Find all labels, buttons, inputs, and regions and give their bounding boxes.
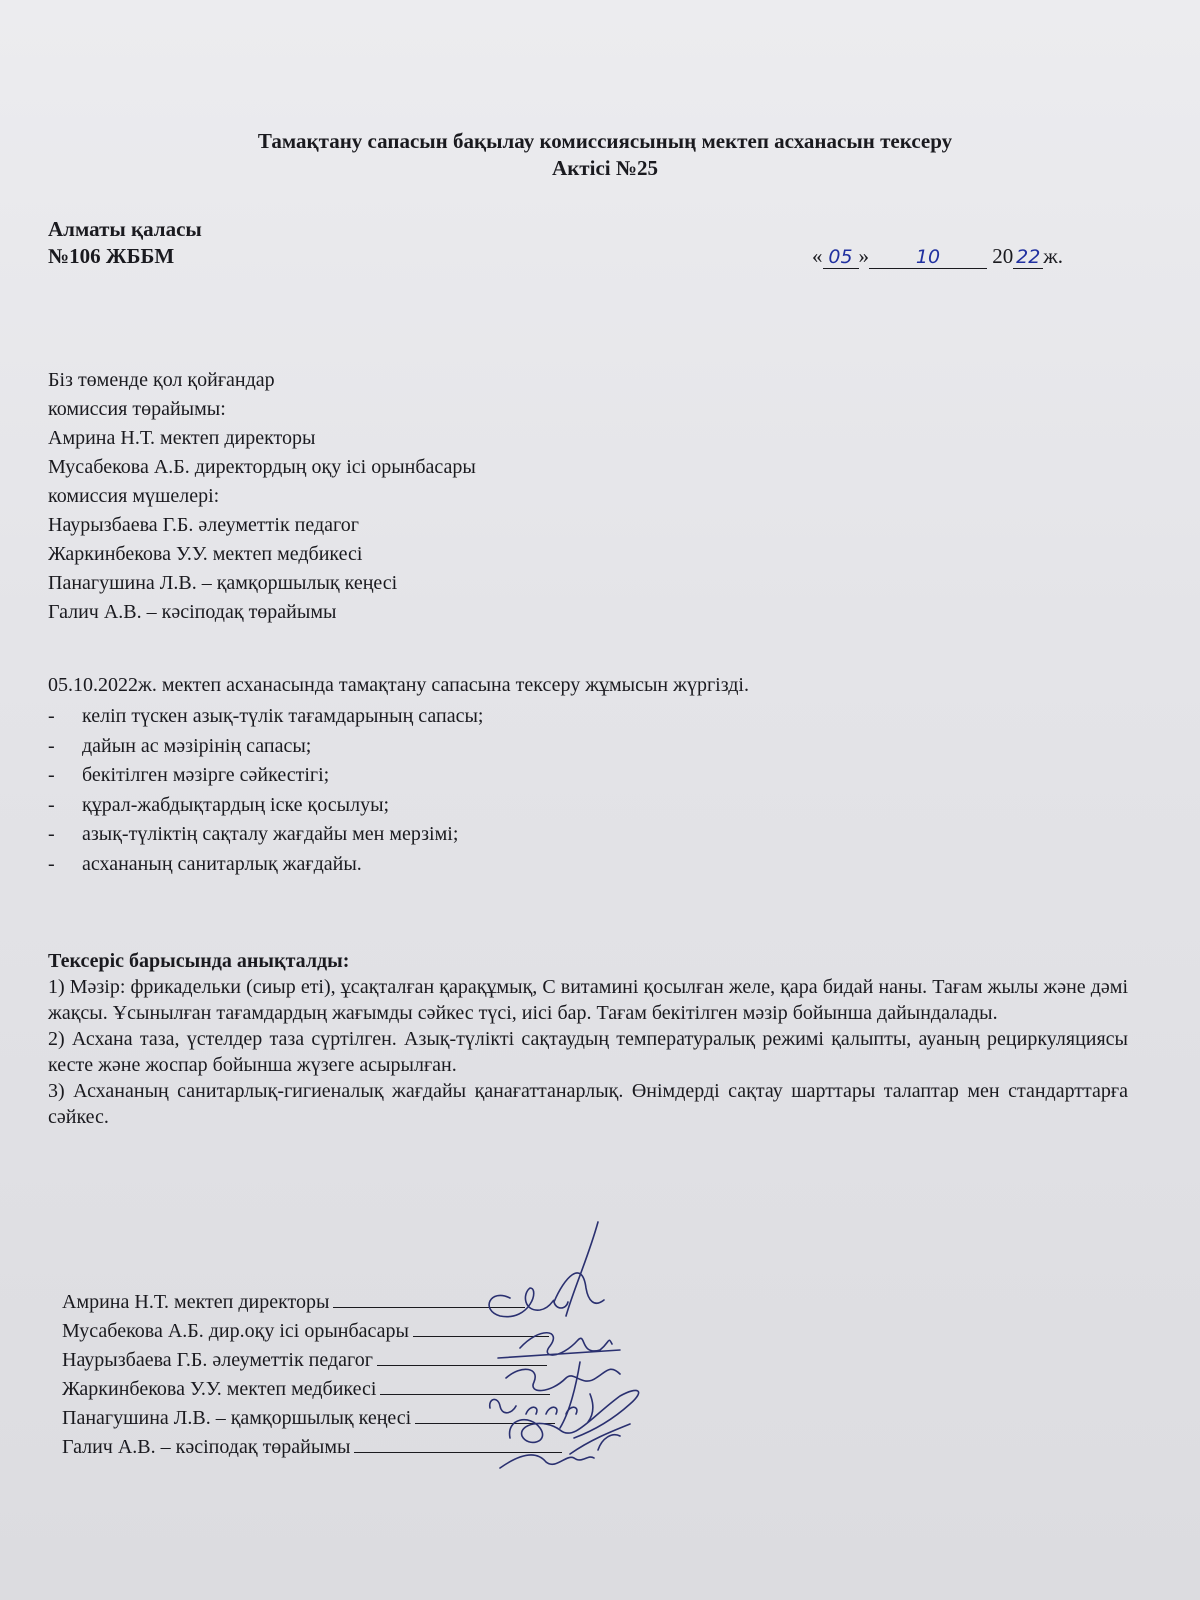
city: Алматы қаласы	[48, 217, 202, 241]
list-item	[48, 850, 483, 880]
list-dash: -	[48, 793, 55, 816]
signatory-name: Жаркинбекова У.У. мектеп медбикесі	[62, 1378, 377, 1400]
list-item-text: бекітілген мәзірге сәйкестігі;	[82, 764, 330, 786]
findings-heading: Тексеріс барысында анықталды:	[48, 950, 350, 972]
list-item	[48, 761, 483, 791]
list-item-text: құрал-жабдықтардың іске қосылуы;	[82, 793, 390, 816]
date-year-suffix: 22	[1013, 246, 1043, 269]
list-item-text: асхананың санитарлық жағдайы.	[82, 852, 362, 875]
list-item	[48, 820, 483, 850]
commission-line: Біз төменде қол қойғандар	[48, 369, 275, 391]
commission-line: Амрина Н.Т. мектеп директоры	[48, 427, 316, 449]
list-dash: -	[48, 705, 55, 727]
list-item-text: келіп түскен азық-түлік тағамдарының сапасы;	[82, 705, 484, 727]
signatory-name: Панагушина Л.В. – қамқоршылық кеңесі	[62, 1407, 412, 1429]
list-item-text: дайын ас мәзірінің сапасы;	[82, 734, 312, 757]
commission-line: Галич А.В. – кәсіподақ төрайымы	[48, 601, 337, 623]
date-close-quote: »	[858, 244, 869, 268]
location-block	[48, 216, 202, 270]
signatory-name: Галич А.В. – кәсіподақ төрайымы	[62, 1436, 351, 1458]
commission-line: комиссия мүшелері:	[48, 485, 220, 507]
list-dash: -	[48, 823, 55, 845]
date-day: 05	[823, 246, 859, 269]
document-title	[0, 128, 1200, 182]
list-item	[48, 702, 483, 732]
title-line-2: Актісі №25	[552, 156, 658, 180]
date-open-quote: «	[812, 244, 823, 268]
title-line-1: Тамақтану сапасын бақылау комиссиясының мектеп асханасын тексеру	[257, 129, 953, 153]
findings-section	[48, 948, 1128, 1130]
commission-line: Панагушина Л.В. – қамқоршылық кеңесі	[48, 572, 398, 594]
signatory-name: Мусабекова А.Б. дир.оқу ісі орынбасары	[62, 1320, 409, 1342]
inspection-intro: 05.10.2022ж. мектеп асханасында тамақтану сапасына тексеру жұмысын жүргізді.	[48, 674, 749, 696]
date-year-prefix: 20	[992, 244, 1014, 268]
list-item	[48, 791, 483, 821]
handwritten-signatures-icon	[470, 1218, 700, 1478]
finding-paragraph: 3) Асхананың санитарлық-гигиеналық жағдайы қанағаттанарлық. Өнімдерді сақтау шарттары талаптар мен стандарттарға сәйкес.	[48, 1080, 1128, 1128]
commission-list	[48, 366, 476, 627]
commission-line: Наурызбаева Г.Б. әлеуметтік педагог	[48, 514, 359, 536]
date-year-end: ж.	[1043, 244, 1064, 268]
list-dash: -	[48, 734, 55, 757]
commission-line: Жаркинбекова У.У. мектеп медбикесі	[48, 543, 363, 565]
finding-paragraph: 1) Мәзір: фрикадельки (сиыр еті), ұсақталған қарақұмық, С витамині қосылған желе, қара бидай наны. Тағам жылы және дәмі жақсы. Ұсынылған тағамдардың жағымды сәйкес түсі, иісі бар. Тағам бекітілген мәзір бойынша дайындалады.	[48, 976, 1128, 1024]
date-month: 10	[869, 246, 987, 269]
commission-line: комиссия төрайымы:	[48, 398, 226, 420]
list-dash: -	[48, 852, 55, 875]
inspection-checklist	[48, 702, 483, 879]
document-date	[812, 243, 1063, 270]
list-dash: -	[48, 764, 55, 786]
signatory-name: Амрина Н.Т. мектеп директоры	[62, 1291, 330, 1313]
school-name: №106 ЖББМ	[48, 244, 175, 268]
commission-line: Мусабекова А.Б. директордың оқу ісі орынбасары	[48, 456, 476, 478]
signatory-name: Наурызбаева Г.Б. әлеуметтік педагог	[62, 1349, 373, 1371]
list-item-text: азық-түліктің сақталу жағдайы мен мерзімі;	[82, 823, 459, 845]
finding-paragraph: 2) Асхана таза, үстелдер таза сүртілген. Азық-түлікті сақтаудың температуралық режимі қалыпты, ауаның рециркуляциясы кесте және жоспар бойынша жүзеге асырылған.	[48, 1028, 1128, 1076]
list-item	[48, 732, 483, 762]
